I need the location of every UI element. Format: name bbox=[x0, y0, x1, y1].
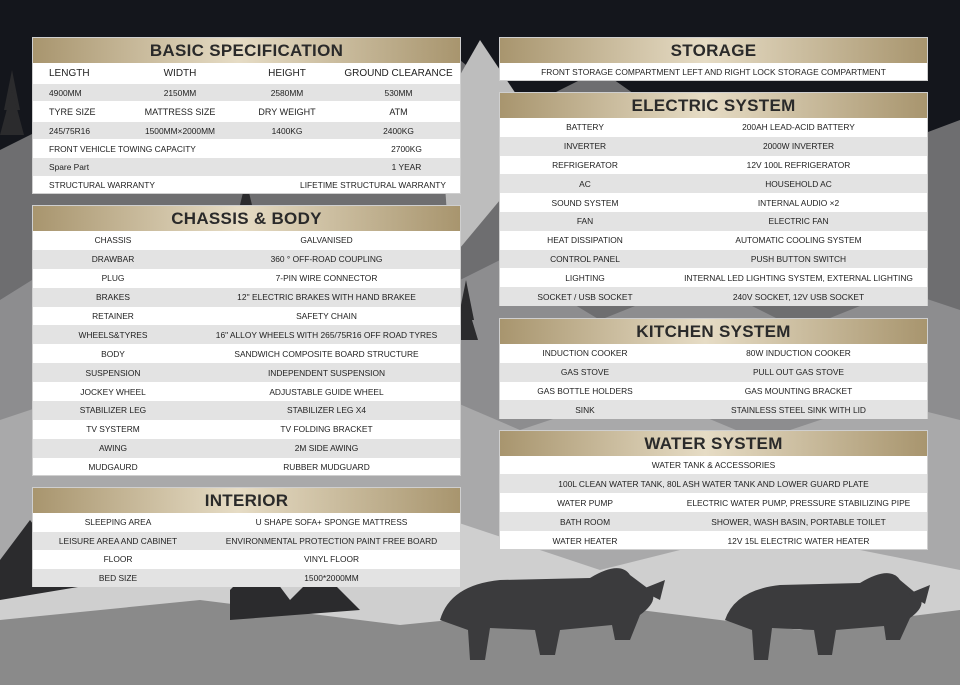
interior-row bbox=[33, 569, 460, 588]
chassis-row-value: 16" ALLOY WHEELS WITH 265/75R16 OFF ROAD TYRES bbox=[215, 329, 438, 340]
towing-label: FRONT VEHICLE TOWING CAPACITY bbox=[49, 143, 196, 154]
interior-row-value: 1500*2000MM bbox=[304, 572, 359, 583]
chassis-row-label: WHEELS&TYRES bbox=[78, 329, 148, 340]
water-tank-row bbox=[500, 474, 927, 493]
chassis-body-panel bbox=[32, 205, 461, 476]
header-dry-weight: DRY WEIGHT bbox=[258, 106, 316, 117]
kitchen-row bbox=[500, 382, 927, 401]
chassis-row-label: MUDGAURD bbox=[88, 462, 138, 473]
electric-row-label: CONTROL PANEL bbox=[550, 253, 620, 264]
electric-system-panel bbox=[499, 92, 928, 306]
basic-spare-row bbox=[33, 158, 460, 176]
header-height: HEIGHT bbox=[268, 68, 306, 79]
kitchen-row-label: SINK bbox=[575, 404, 595, 415]
electric-row bbox=[500, 174, 927, 193]
value-dry-weight: 1400KG bbox=[271, 125, 303, 136]
water-row-label: WATER HEATER bbox=[552, 535, 618, 546]
storage-row bbox=[500, 63, 927, 80]
kitchen-system-title: KITCHEN SYSTEM bbox=[500, 319, 927, 344]
chassis-row bbox=[33, 439, 460, 458]
value-tyre-size: 245/75R16 bbox=[49, 125, 90, 136]
electric-row bbox=[500, 212, 927, 231]
kitchen-row-value: 80W INDUCTION COOKER bbox=[746, 348, 851, 359]
electric-row bbox=[500, 250, 927, 269]
value-width: 2150MM bbox=[163, 87, 197, 98]
header-ground-clearance: GROUND CLEARANCE bbox=[344, 68, 453, 79]
chassis-row-label: PLUG bbox=[101, 273, 125, 284]
chassis-row bbox=[33, 269, 460, 288]
chassis-row-value: GALVANISED bbox=[300, 235, 353, 246]
chassis-body-title: CHASSIS & BODY bbox=[33, 206, 460, 231]
spare-value: 1 YEAR bbox=[391, 162, 422, 172]
chassis-row-value: RUBBER MUDGUARD bbox=[283, 462, 370, 473]
chassis-row-value: 7-PIN WIRE CONNECTOR bbox=[275, 273, 378, 284]
chassis-row bbox=[33, 231, 460, 250]
value-ground-clearance: 530MM bbox=[384, 87, 413, 98]
electric-row-value: 2000W INVERTER bbox=[762, 141, 835, 152]
electric-row bbox=[500, 118, 927, 137]
storage-panel bbox=[499, 37, 928, 81]
value-height: 2580MM bbox=[270, 87, 304, 98]
water-row-value: 12V 15L ELECTRIC WATER HEATER bbox=[727, 535, 870, 546]
kitchen-system-rows bbox=[500, 344, 927, 419]
electric-row-value: HOUSEHOLD AC bbox=[765, 178, 832, 189]
basic-specification-panel bbox=[32, 37, 461, 194]
value-mattress-size: 1500MM×2000MM bbox=[144, 125, 216, 136]
header-width: WIDTH bbox=[163, 68, 197, 79]
interior-row-value: ENVIRONMENTAL PROTECTION PAINT FREE BOARD bbox=[225, 535, 438, 546]
water-system-panel bbox=[499, 430, 928, 550]
chassis-row-value: SAFETY CHAIN bbox=[296, 311, 357, 321]
interior-row-label: LEISURE AREA AND CABINET bbox=[58, 535, 178, 546]
spare-label: Spare Part bbox=[49, 162, 90, 172]
basic-value-row-1 bbox=[33, 84, 460, 101]
interior-row bbox=[33, 513, 460, 532]
electric-row-value: 240V SOCKET, 12V USB SOCKET bbox=[732, 291, 865, 302]
chassis-row-label: DRAWBAR bbox=[91, 254, 135, 265]
chassis-row-value: 12'' ELECTRIC BRAKES WITH HAND BRAKEE bbox=[237, 292, 416, 303]
water-subtitle-row bbox=[500, 456, 927, 474]
water-row-label: BATH ROOM bbox=[559, 516, 611, 527]
kitchen-row-label: GAS BOTTLE HOLDERS bbox=[537, 385, 633, 396]
header-tyre-size: TYRE SIZE bbox=[49, 106, 96, 117]
kitchen-row bbox=[500, 363, 927, 382]
electric-row bbox=[500, 287, 927, 306]
electric-row bbox=[500, 193, 927, 212]
kitchen-row bbox=[500, 400, 927, 419]
electric-row-value: ELECTRIC FAN bbox=[768, 216, 829, 227]
chassis-row bbox=[33, 382, 460, 401]
chassis-row bbox=[33, 325, 460, 344]
chassis-row-label: RETAINER bbox=[92, 311, 134, 321]
electric-system-rows bbox=[500, 118, 927, 306]
chassis-row-label: BRAKES bbox=[96, 292, 130, 303]
warranty-value: LIFETIME STRUCTURAL WARRANTY bbox=[300, 180, 446, 190]
chassis-row-value: SANDWICH COMPOSITE BOARD STRUCTURE bbox=[234, 348, 419, 359]
interior-row-label: FLOOR bbox=[103, 554, 133, 565]
chassis-row bbox=[33, 363, 460, 382]
electric-row-label: BATTERY bbox=[566, 122, 604, 133]
chassis-row bbox=[33, 307, 460, 326]
chassis-row-label: SUSPENSION bbox=[85, 367, 141, 378]
interior-row-label: BED SIZE bbox=[98, 572, 138, 583]
interior-row bbox=[33, 550, 460, 569]
chassis-body-rows bbox=[33, 231, 460, 477]
electric-row-label: SOUND SYSTEM bbox=[551, 197, 619, 208]
water-row bbox=[500, 493, 927, 512]
kitchen-row bbox=[500, 344, 927, 363]
header-mattress-size: MATTRESS SIZE bbox=[144, 106, 216, 117]
electric-row-label: HEAT DISSIPATION bbox=[547, 235, 623, 246]
kitchen-row-label: GAS STOVE bbox=[560, 367, 610, 378]
chassis-row-value: STABILIZER LEG X4 bbox=[287, 405, 366, 416]
chassis-row-value: ADJUSTABLE GUIDE WHEEL bbox=[269, 386, 384, 397]
electric-row bbox=[500, 156, 927, 175]
kitchen-row-label: INDUCTION COOKER bbox=[542, 348, 628, 359]
chassis-row-label: CHASSIS bbox=[94, 235, 132, 246]
electric-row-label: SOCKET / USB SOCKET bbox=[537, 291, 633, 302]
interior-row-value: U SHAPE SOFA+ SPONGE MATTRESS bbox=[255, 517, 408, 528]
electric-row-label: REFRIGERATOR bbox=[552, 159, 618, 170]
electric-row-value: PUSH BUTTON SWITCH bbox=[750, 253, 847, 264]
chassis-row-label: TV SYSTERM bbox=[86, 424, 140, 435]
header-atm: ATM bbox=[389, 106, 408, 117]
header-length: LENGTH bbox=[49, 68, 90, 79]
kitchen-row-value: GAS MOUNTING BRACKET bbox=[744, 385, 853, 396]
chassis-row bbox=[33, 288, 460, 307]
basic-specification-title: BASIC SPECIFICATION bbox=[33, 38, 460, 63]
electric-row bbox=[500, 231, 927, 250]
kitchen-row-value: PULL OUT GAS STOVE bbox=[752, 367, 845, 378]
storage-title: STORAGE bbox=[500, 38, 927, 63]
chassis-row-label: JOCKEY WHEEL bbox=[80, 386, 146, 397]
chassis-row bbox=[33, 458, 460, 477]
water-row-label: WATER PUMP bbox=[557, 497, 613, 508]
electric-row-label: AC bbox=[579, 178, 591, 189]
electric-row-value: INTERNAL AUDIO ×2 bbox=[757, 197, 840, 208]
chassis-row-value: 360 ° OFF-ROAD COUPLING bbox=[270, 254, 383, 265]
interior-panel bbox=[32, 487, 461, 587]
electric-system-title: ELECTRIC SYSTEM bbox=[500, 93, 927, 118]
storage-text: FRONT STORAGE COMPARTMENT LEFT AND RIGHT LOCK STORAGE COMPARTMENT bbox=[541, 66, 886, 77]
interior-row bbox=[33, 532, 460, 551]
warranty-label: STRUCTURAL WARRANTY bbox=[49, 180, 155, 190]
towing-value: 2700KG bbox=[391, 143, 422, 154]
basic-header-row-1 bbox=[33, 63, 460, 84]
water-system-rows bbox=[500, 493, 927, 550]
water-subtitle: WATER TANK & ACCESSORIES bbox=[651, 460, 776, 470]
interior-row-value: VINYL FLOOR bbox=[303, 554, 360, 565]
water-row bbox=[500, 512, 927, 531]
electric-row-label: INVERTER bbox=[563, 141, 607, 152]
water-tank-text: 100L CLEAN WATER TANK, 80L ASH WATER TANK AND LOWER GUARD PLATE bbox=[558, 478, 869, 489]
value-atm: 2400KG bbox=[383, 125, 414, 136]
chassis-row-value: TV FOLDING BRACKET bbox=[280, 424, 373, 435]
basic-towing-row bbox=[33, 139, 460, 158]
water-row-value: SHOWER, WASH BASIN, PORTABLE TOILET bbox=[711, 516, 886, 527]
electric-row-value: 12V 100L REFRIGERATOR bbox=[746, 159, 851, 170]
basic-header-row-2 bbox=[33, 101, 460, 122]
chassis-row-label: STABILIZER LEG bbox=[79, 405, 147, 416]
water-system-title: WATER SYSTEM bbox=[500, 431, 927, 456]
water-row bbox=[500, 531, 927, 550]
chassis-row-label: AWING bbox=[98, 443, 128, 454]
electric-row-label: LIGHTING bbox=[565, 272, 605, 283]
electric-row bbox=[500, 268, 927, 287]
chassis-row bbox=[33, 344, 460, 363]
electric-row bbox=[500, 137, 927, 156]
electric-row-value: 200AH LEAD-ACID BATTERY bbox=[742, 122, 855, 133]
basic-warranty-row bbox=[33, 176, 460, 194]
interior-row-label: SLEEPING AREA bbox=[84, 517, 152, 528]
basic-value-row-2 bbox=[33, 122, 460, 139]
chassis-row bbox=[33, 420, 460, 439]
value-length: 4900MM bbox=[49, 87, 82, 98]
kitchen-system-panel bbox=[499, 318, 928, 419]
chassis-row-value: 2M SIDE AWING bbox=[294, 443, 359, 454]
chassis-row-value: INDEPENDENT SUSPENSION bbox=[267, 367, 386, 378]
electric-row-label: FAN bbox=[576, 216, 594, 227]
electric-row-value: AUTOMATIC COOLING SYSTEM bbox=[735, 235, 862, 246]
interior-rows bbox=[33, 513, 460, 587]
chassis-row-label: BODY bbox=[101, 348, 125, 359]
electric-row-value: INTERNAL LED LIGHTING SYSTEM, EXTERNAL LIGHTING bbox=[684, 272, 913, 283]
water-row-value: ELECTRIC WATER PUMP, PRESSURE STABILIZING PIPE bbox=[686, 497, 911, 508]
chassis-row bbox=[33, 250, 460, 269]
kitchen-row-value: STAINLESS STEEL SINK WITH LID bbox=[731, 404, 866, 415]
chassis-row bbox=[33, 401, 460, 420]
interior-title: INTERIOR bbox=[33, 488, 460, 513]
